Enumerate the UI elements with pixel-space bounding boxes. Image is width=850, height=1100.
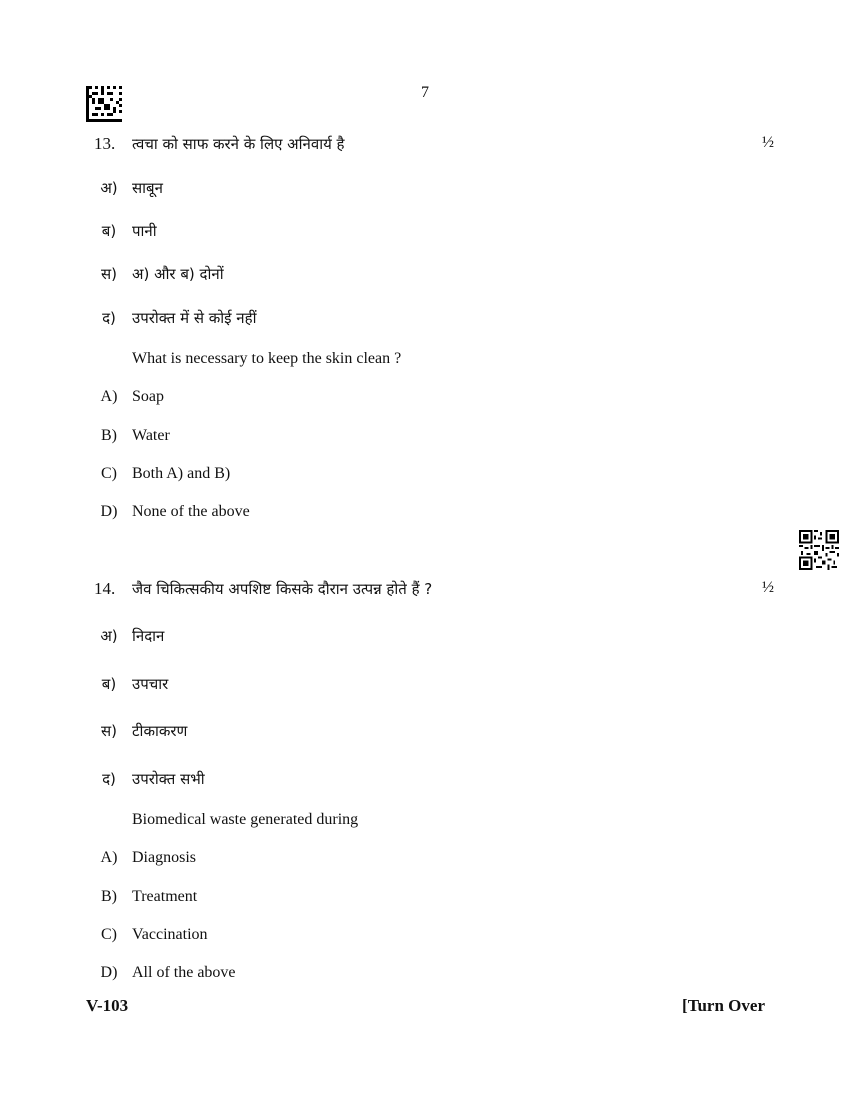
option-text: Both A) and B) — [132, 465, 231, 482]
option-text: Water — [132, 427, 170, 444]
option-text: Soap — [132, 388, 164, 405]
option-text: टीकाकरण — [132, 722, 188, 740]
option-label: B) — [101, 427, 117, 444]
option-label: D) — [100, 503, 118, 520]
option-text: निदान — [132, 627, 165, 645]
option-text: All of the above — [132, 964, 236, 981]
option-text: उपरोक्त में से कोई नहीं — [132, 309, 257, 327]
option-label: C) — [101, 926, 117, 943]
option-label: द) — [102, 770, 116, 788]
question-marks: ½ — [762, 579, 774, 596]
qr-code-icon — [799, 530, 839, 570]
option-label: A) — [100, 849, 118, 866]
option-text: Vaccination — [132, 926, 208, 943]
turn-over-label: [Turn Over — [682, 996, 765, 1015]
question-text-hindi: जैव चिकित्सकीय अपशिष्ट किसके दौरान उत्पन्न होते हैं ? — [132, 580, 433, 598]
option-label: अ) — [100, 627, 118, 645]
option-text: पानी — [132, 222, 157, 240]
option-label: B) — [101, 888, 117, 905]
option-text: उपरोक्त सभी — [132, 770, 205, 788]
page-number: 7 — [421, 84, 429, 101]
question-13 — [94, 134, 774, 520]
option-label: स) — [101, 265, 117, 283]
option-text: Diagnosis — [132, 849, 196, 866]
option-label: D) — [100, 964, 118, 981]
option-label: ब) — [101, 675, 117, 693]
option-label: A) — [100, 388, 118, 405]
option-label: ब) — [101, 222, 117, 240]
question-number: 14. — [94, 579, 116, 598]
option-text: उपचार — [132, 675, 169, 693]
option-label: स) — [101, 722, 117, 740]
option-text: Treatment — [132, 888, 198, 905]
paper-code: V-103 — [86, 996, 129, 1015]
option-label: द) — [102, 309, 116, 327]
question-number: 13. — [94, 134, 116, 153]
option-label: C) — [101, 465, 117, 482]
question-text-english: Biomedical waste generated during — [132, 811, 359, 828]
question-marks: ½ — [762, 134, 774, 151]
option-label: अ) — [100, 179, 118, 197]
question-text-hindi: त्वचा को साफ करने के लिए अनिवार्य है — [132, 135, 345, 153]
option-text: None of the above — [132, 503, 250, 520]
option-text: अ) और ब) दोनों — [132, 265, 224, 283]
question-14 — [94, 579, 774, 981]
option-text: साबून — [132, 179, 163, 197]
question-text-english: What is necessary to keep the skin clean ? — [132, 350, 402, 367]
